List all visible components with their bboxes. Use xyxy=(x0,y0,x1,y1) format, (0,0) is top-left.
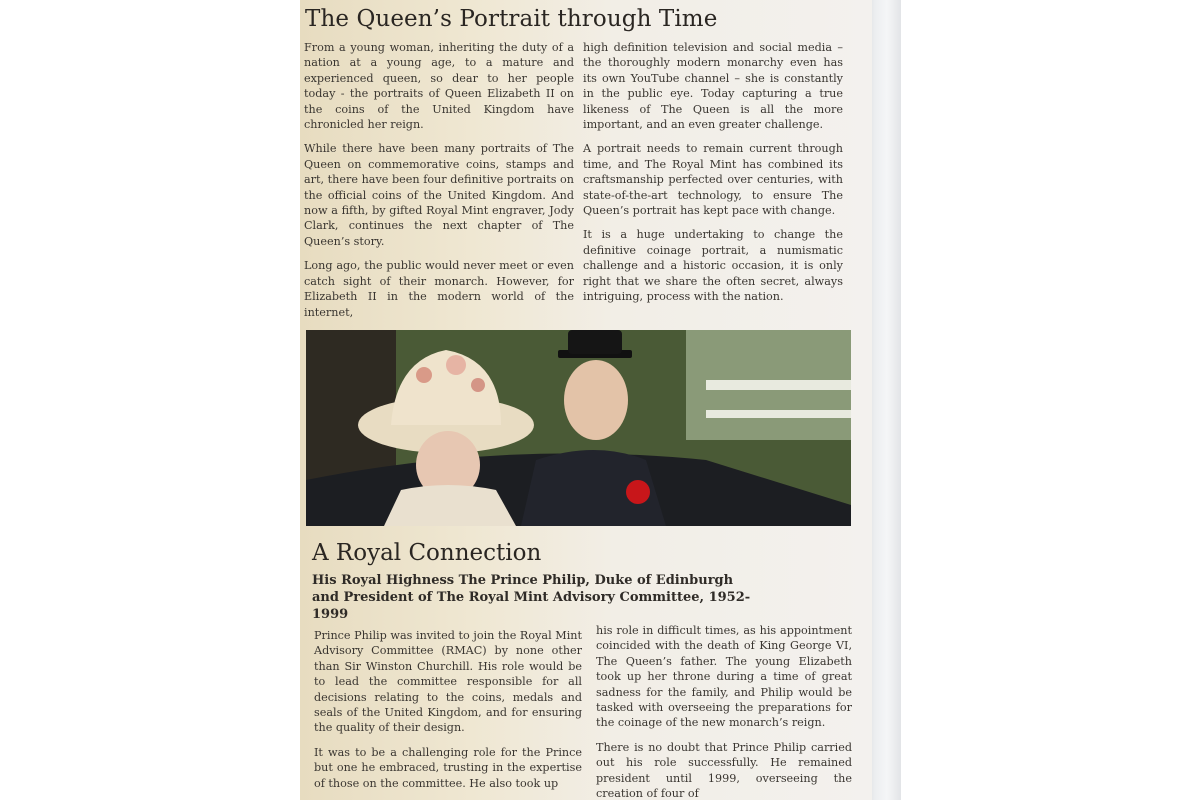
section-subheading: His Royal Highness The Prince Philip, Duke of Edinburgh and President of The Royal Mint Advisory Committee, 1952-1999 xyxy=(312,573,751,622)
section-column-left xyxy=(314,628,582,800)
section-heading: A Royal Connection xyxy=(312,540,542,566)
paragraph: Prince Philip was invited to join the Royal Mint Advisory Committee (RMAC) by none other than Sir Winston Churchill. His role would be to lead the committee responsible for all decisions relating to the coins, medals and seals of the United Kingdom, and for ensuring the quality of their design. xyxy=(314,629,582,735)
paragraph: A portrait needs to remain current through time, and The Royal Mint has combined its craftsmanship perfected over centuries, with state-of-the-art technology, to ensure The Queen’s portrait has kept pace with change. xyxy=(583,142,843,218)
paragraph: It is a huge undertaking to change the definitive coinage portrait, a numismatic challenge and a historic occasion, it is only right that we share the often secret, always intriguing, process with the nation. xyxy=(583,228,843,304)
book-page xyxy=(300,0,872,800)
article-title: The Queen’s Portrait through Time xyxy=(305,6,718,32)
paragraph: high definition television and social media – the thoroughly modern monarchy even has its own YouTube channel – she is constantly in the public eye. Today capturing a true likeness of The Queen is all the more important, and an even greater challenge. xyxy=(583,41,843,132)
paragraph: From a young woman, inheriting the duty of a nation at a young age, to a mature and experienced queen, so dear to her people today - the portraits of Queen Elizabeth II on the coins of the United Kingdom have chronicled her reign. xyxy=(304,41,574,132)
paragraph: Long ago, the public would never meet or even catch sight of their monarch. However, for Elizabeth II in the modern world of the internet, xyxy=(304,259,574,319)
article-column-left xyxy=(304,40,574,329)
paragraph: his role in difficult times, as his appointment coincided with the death of King George VI, The Queen’s father. The young Elizabeth took up her throne during a time of great sadness for the family, and Philip would be tasked with overseeing the preparations for the coinage of the new monarch’s reign. xyxy=(596,624,852,730)
paragraph: It was to be a challenging role for the Prince but one he embraced, trusting in the expertise of those on the committee. He also took up xyxy=(314,745,582,790)
section-column-right xyxy=(596,623,852,800)
royal-couple-photo xyxy=(306,330,851,526)
paragraph: While there have been many portraits of The Queen on commemorative coins, stamps and art, there have been four definitive portraits on the official coins of the United Kingdom. And now a fifth, by gifted Royal Mint engraver, Jody Clark, continues the next chapter of The Queen’s story. xyxy=(304,142,574,248)
paragraph: There is no doubt that Prince Philip carried out his role successfully. He remained president until 1999, overseeing the creation of four of xyxy=(596,740,852,800)
article-column-right xyxy=(583,40,843,314)
